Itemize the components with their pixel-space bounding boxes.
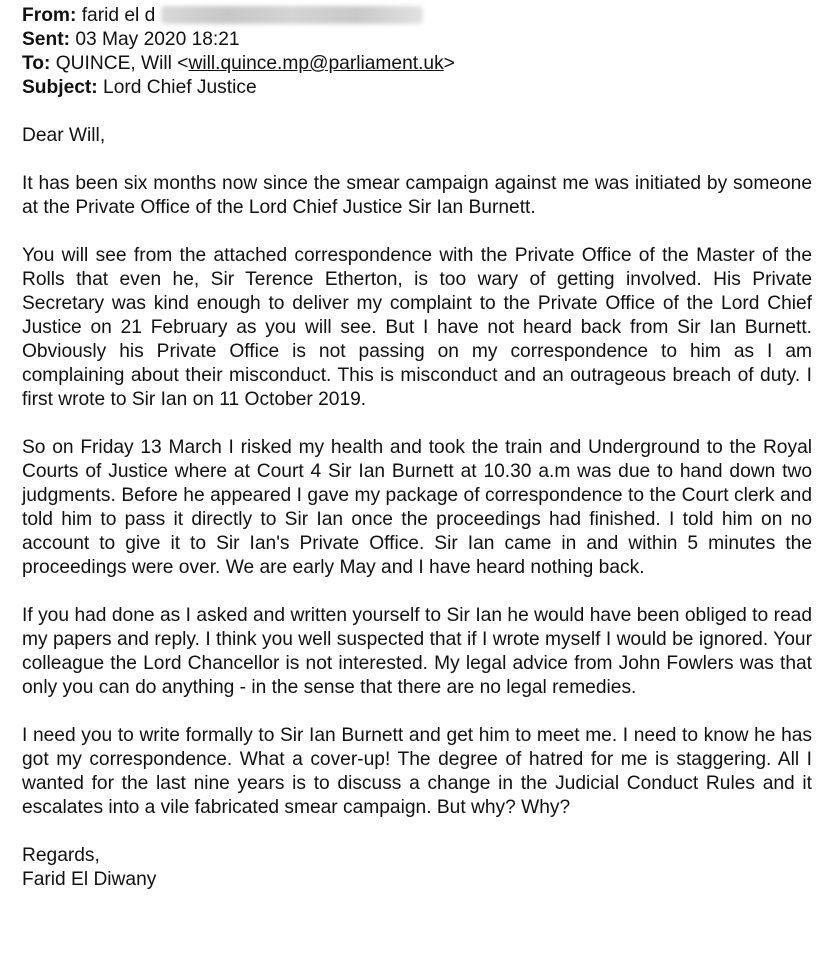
to-label: To: [22, 53, 51, 74]
redacted-email-address [161, 6, 423, 24]
email-header [22, 4, 812, 100]
from-line [22, 4, 812, 28]
body-paragraph: If you had done as I asked and written yourself to Sir Ian he would have been obliged to read my papers and reply. I think you well suspected that if I wrote myself I would be ignored. Your colleague the Lord Chancellor is not interested. My legal advice from John Fowlers was that only you can do anything - in the sense that there are no legal remedies. [22, 605, 812, 698]
to-email-link[interactable]: will.quince.mp@parliament.uk [188, 53, 444, 74]
from-value: farid el d [81, 5, 156, 26]
body-paragraph: It has been six months now since the smear campaign against me was initiated by someone at the Private Office of the Lord Chief Justice Sir Ian Burnett. [22, 173, 812, 218]
from-label: From: [22, 5, 77, 26]
to-email-open-bracket: < [177, 53, 189, 74]
subject-value: Lord Chief Justice [103, 77, 257, 98]
sent-line [22, 28, 812, 52]
to-line [22, 52, 812, 76]
greeting: Dear Will, [22, 125, 106, 146]
to-name: QUINCE, Will [55, 53, 172, 74]
sent-value: 03 May 2020 18:21 [75, 29, 240, 50]
email-document [22, 4, 812, 892]
to-email-close-bracket: > [443, 53, 455, 74]
sent-label: Sent: [22, 29, 70, 50]
subject-label: Subject: [22, 77, 98, 98]
signature: Farid El Diwany [22, 869, 157, 890]
body-paragraph: So on Friday 13 March I risked my health and took the train and Underground to the Royal Courts of Justice where at Court 4 Sir Ian Burnett at 10.30 a.m was due to hand down two judgments. Before he appeared I gave my package of correspondence to the Court clerk and told him to pass it directly to Sir Ian once the proceedings had finished. I told him on no account to give it to Sir Ian's Private Office. Sir Ian came in and within 5 minutes the proceedings were over. We are early May and I have heard nothing back. [22, 437, 812, 578]
body-paragraph: You will see from the attached correspondence with the Private Office of the Master of the Rolls that even he, Sir Terence Etherton, is too wary of getting involved. His Private Secretary was kind enough to deliver my complaint to the Private Office of the Lord Chief Justice on 21 February as you will see. But I have not heard back from Sir Ian Burnett. Obviously his Private Office is not passing on my correspondence to him as I am complaining about their misconduct. This is misconduct and an outrageous breach of duty. I first wrote to Sir Ian on 11 October 2019. [22, 245, 812, 410]
sign-off: Regards, [22, 845, 100, 866]
body-paragraph: I need you to write formally to Sir Ian Burnett and get him to meet me. I need to know he has got my correspondence. What a cover-up! The degree of hatred for me is staggering. All I wanted for the last nine years is to discuss a change in the Judicial Conduct Rules and it escalates into a vile fabricated smear campaign. But why? Why? [22, 725, 812, 818]
subject-line [22, 76, 812, 100]
